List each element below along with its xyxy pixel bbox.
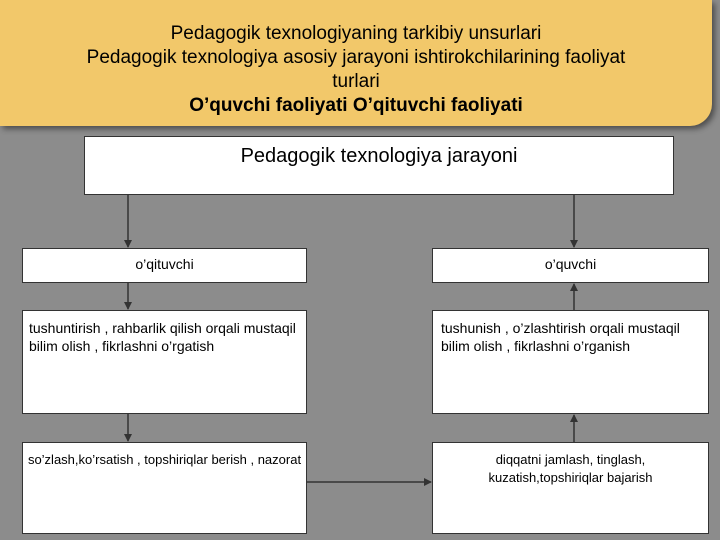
student-description-box: tushunish , o’zlashtirish orqali mustaqil bilim olish , fikrlashni o’rganish xyxy=(432,310,709,414)
process-box: Pedagogik texnologiya jarayoni xyxy=(84,136,674,195)
teacher-box: o’qituvchi xyxy=(22,248,307,283)
teacher-activity-box: so’zlash,ko’rsatish , topshiriqlar berish , nazorat xyxy=(22,442,307,534)
teacher-description-box: tushuntirish , rahbarlik qilish orqali mustaqil bilim olish , fikrlashni o’rgatish xyxy=(22,310,307,414)
title-line-3: turlari xyxy=(332,71,380,92)
title-banner xyxy=(0,0,712,126)
title-line-4: O’quvchi faoliyati O’qituvchi faoliyati xyxy=(189,95,523,116)
student-activity-box: diqqatni jamlash, tinglash, kuzatish,topshiriqlar bajarish xyxy=(432,442,709,534)
student-box: o’quvchi xyxy=(432,248,709,283)
title-line-1: Pedagogik texnologiyaning tarkibiy unsurlari xyxy=(170,23,542,44)
title-line-2: Pedagogik texnologiya asosiy jarayoni ishtirokchilarining faoliyat xyxy=(86,47,626,68)
